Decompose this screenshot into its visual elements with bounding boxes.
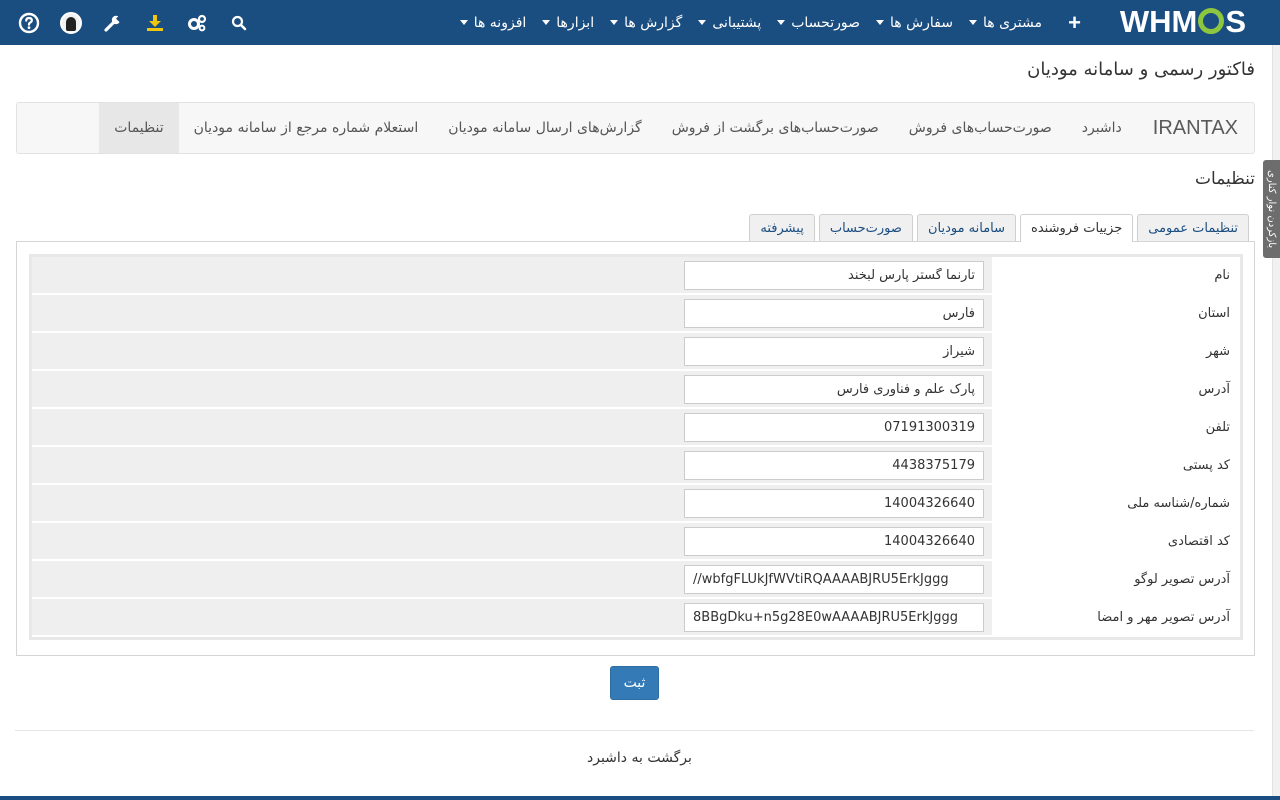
nav-reports[interactable] [602,15,690,31]
tab-advanced[interactable]: پیشرفته [749,214,814,241]
sidebar-toggle-label: بازکردن نوار کناری [1266,169,1277,249]
search-icon[interactable] [226,10,252,36]
table-row [32,333,1240,369]
field-label-postal-code: کد پستی [992,447,1240,483]
nav-label: صورتحساب [791,14,860,31]
wrench-icon[interactable] [100,10,126,36]
subnav-settings[interactable]: تنظیمات [99,103,178,153]
divider [15,730,1254,731]
cogs-icon[interactable] [184,10,210,36]
table-row [32,409,1240,445]
field-label-stamp-url: آدرس تصویر مهر و امضا [992,599,1240,635]
field-label-province: استان [992,295,1240,331]
logo-text: WHM S [1119,4,1246,39]
table-row [32,485,1240,521]
table-row [32,523,1240,559]
field-label-national-id: شماره/شناسه ملی [992,485,1240,521]
download-icon[interactable] [142,10,168,36]
top-navbar [0,0,1280,45]
module-subnav [16,102,1255,154]
page-title: فاکتور رسمی و سامانه مودیان [1027,59,1255,80]
settings-tabs [749,214,1249,242]
table-row [32,295,1240,331]
table-row [32,371,1240,407]
field-label-economic-code: کد اقتصادی [992,523,1240,559]
postal-code-field[interactable] [684,451,984,480]
field-cell [32,409,992,445]
caret-down-icon [460,20,468,25]
footer-bar [0,796,1280,800]
nav-label: افزونه ها [473,14,527,31]
main-nav [452,0,1050,45]
avatar[interactable] [58,10,84,36]
tab-general[interactable]: تنظیمات عمومی [1137,214,1249,241]
sidebar-toggle-tab[interactable] [1263,160,1280,258]
field-cell [32,561,992,597]
caret-down-icon [698,20,706,25]
economic-code-field[interactable] [684,527,984,556]
subnav-send-reports[interactable]: گزارش‌های ارسال سامانه مودیان [448,120,642,136]
logo-url-field[interactable] [684,565,984,594]
phone-field[interactable] [684,413,984,442]
address-field[interactable] [684,375,984,404]
national-id-field[interactable] [684,489,984,518]
subnav-return-invoices[interactable]: صورت‌حساب‌های برگشت از فروش [671,120,879,136]
section-title: تنظیمات [1195,169,1255,189]
module-brand[interactable]: IRANTAX [1152,116,1238,139]
back-to-dashboard-link[interactable]: برگشت به داشبرد [587,750,692,766]
topbar-tools [16,0,268,45]
field-label-phone: تلفن [992,409,1240,445]
subnav-reference-inquiry[interactable]: استعلام شماره مرجع از سامانه مودیان [193,120,419,136]
add-new-icon[interactable]: + [1068,10,1081,35]
field-label-city: شهر [992,333,1240,369]
nav-orders[interactable] [868,15,961,31]
table-row [32,257,1240,293]
caret-down-icon [969,20,977,25]
logo-gear-icon [1198,8,1224,34]
nav-label: ابزارها [556,14,595,31]
field-cell [32,523,992,559]
nav-billing[interactable] [769,15,868,31]
nav-clients[interactable] [961,15,1050,31]
tab-moadian[interactable]: سامانه مودیان [917,214,1016,241]
seller-form-table [29,254,1243,640]
field-cell [32,295,992,331]
subnav-sales-invoices[interactable]: صورت‌حساب‌های فروش [908,120,1052,136]
stamp-url-field[interactable] [684,603,984,632]
page-scrollbar[interactable] [1272,45,1280,800]
field-label-logo-url: آدرس تصویر لوگو [992,561,1240,597]
table-row [32,447,1240,483]
subnav-dashboard[interactable]: داشبرد [1081,120,1122,136]
tab-invoice[interactable]: صورت‌حساب [819,214,913,241]
nav-utilities[interactable] [534,15,602,31]
whmcs-logo[interactable] [1120,5,1246,39]
field-cell [32,447,992,483]
nav-label: پشتیبانی [712,14,762,31]
field-cell [32,333,992,369]
submit-button[interactable]: ثبت [610,666,659,700]
field-cell [32,257,992,293]
nav-label: سفارش ها [889,14,953,31]
caret-down-icon [542,20,550,25]
nav-support[interactable] [690,15,769,31]
name-field[interactable] [684,261,984,290]
table-row [32,561,1240,597]
caret-down-icon [610,20,618,25]
seller-details-panel [16,241,1255,656]
table-row [32,599,1240,635]
nav-label: مشتری ها [983,14,1042,31]
field-cell [32,371,992,407]
help-icon[interactable] [16,10,42,36]
field-label-address: آدرس [992,371,1240,407]
nav-label: گزارش ها [624,14,683,31]
caret-down-icon [876,20,884,25]
nav-addons[interactable] [452,15,535,31]
field-cell [32,599,992,635]
field-cell [32,485,992,521]
city-field[interactable] [684,337,984,366]
field-label-name: نام [992,257,1240,293]
tab-seller-details[interactable]: جزییات فروشنده [1020,214,1133,242]
caret-down-icon [777,20,785,25]
province-field[interactable] [684,299,984,328]
